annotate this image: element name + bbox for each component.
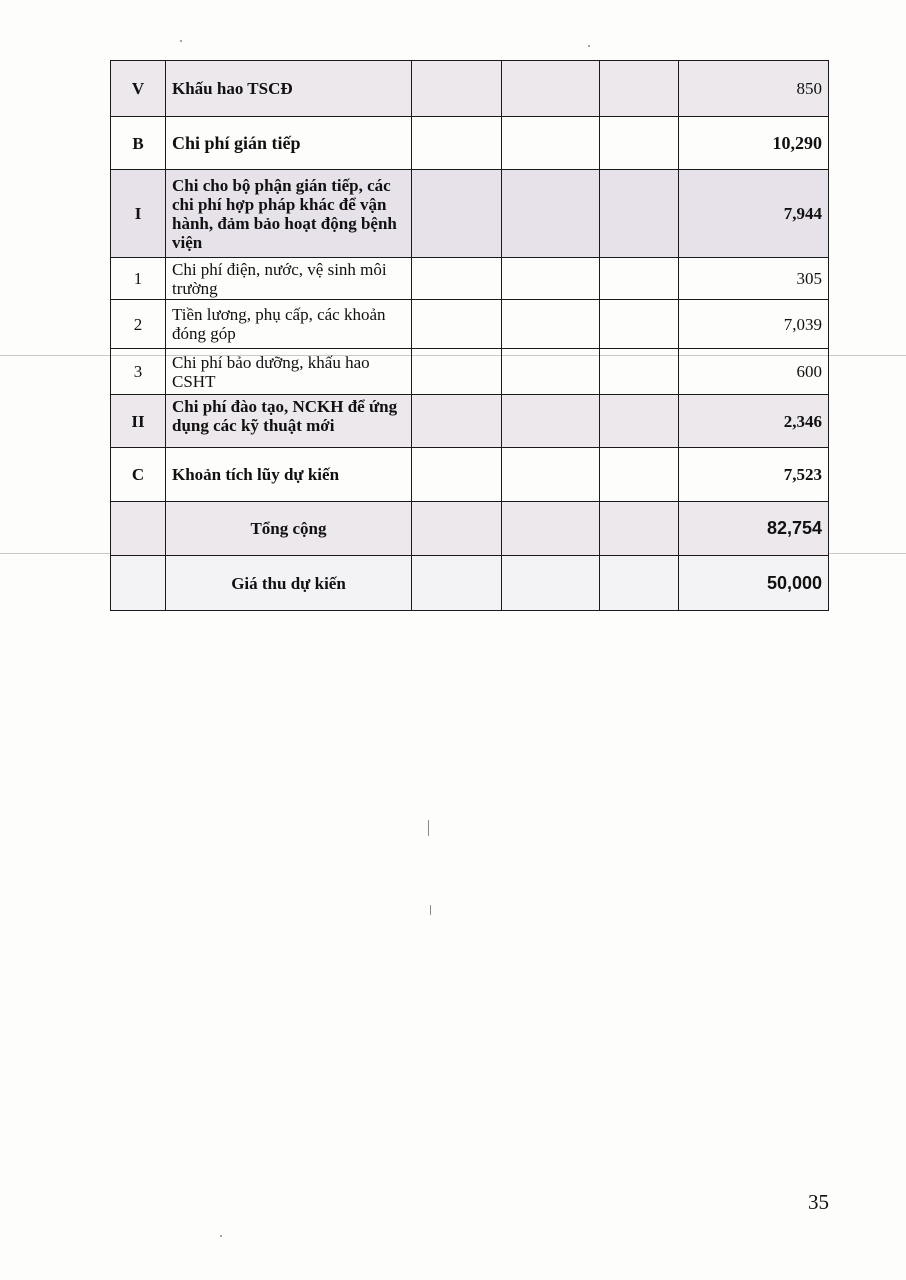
total-label: Tổng cộng — [166, 502, 412, 556]
empty-cell — [502, 258, 600, 300]
row-item: Khấu hao TSCĐ — [166, 61, 412, 117]
table-row — [111, 300, 829, 349]
empty-cell — [412, 117, 502, 170]
empty-cell — [412, 258, 502, 300]
scan-speck — [430, 905, 431, 915]
page-number: 35 — [808, 1190, 829, 1214]
table-row — [111, 170, 829, 258]
expected-revenue-label: Giá thu dự kiến — [166, 556, 412, 611]
empty-cell — [502, 61, 600, 117]
empty-cell — [412, 502, 502, 556]
row-item: Chi phí điện, nước, vệ sinh môi trường — [166, 258, 412, 300]
total-value: 82,754 — [679, 502, 829, 556]
scan-speck — [180, 40, 182, 42]
row-number: C — [111, 448, 166, 502]
empty-cell — [502, 117, 600, 170]
row-value: 600 — [679, 349, 829, 395]
table-row — [111, 349, 829, 395]
row-value: 10,290 — [679, 117, 829, 170]
row-number: B — [111, 117, 166, 170]
scan-speck — [220, 1235, 222, 1237]
row-value: 305 — [679, 258, 829, 300]
empty-cell — [502, 556, 600, 611]
row-item: Chi cho bộ phận gián tiếp, các chi phí hợp pháp khác để vận hành, đảm bảo hoạt động bệnh viện — [166, 170, 412, 258]
row-value: 2,346 — [679, 395, 829, 448]
expected-revenue-value: 50,000 — [679, 556, 829, 611]
scan-speck — [428, 820, 429, 836]
row-number — [111, 556, 166, 611]
row-item: Chi phí gián tiếp — [166, 117, 412, 170]
empty-cell — [600, 349, 679, 395]
empty-cell — [600, 502, 679, 556]
empty-cell — [412, 170, 502, 258]
empty-cell — [502, 395, 600, 448]
row-item: Tiền lương, phụ cấp, các khoản đóng góp — [166, 300, 412, 349]
table-row — [111, 258, 829, 300]
empty-cell — [600, 61, 679, 117]
row-item: Chi phí bảo dưỡng, khấu hao CSHT — [166, 349, 412, 395]
table-row — [111, 502, 829, 556]
row-number: V — [111, 61, 166, 117]
empty-cell — [412, 300, 502, 349]
row-number: II — [111, 395, 166, 448]
cost-table — [110, 60, 829, 611]
empty-cell — [600, 395, 679, 448]
row-value: 7,944 — [679, 170, 829, 258]
row-item: Chi phí đào tạo, NCKH để ứng dụng các kỹ thuật mới — [166, 395, 412, 448]
table-row — [111, 117, 829, 170]
row-item: Khoản tích lũy dự kiến — [166, 448, 412, 502]
scan-speck — [588, 45, 590, 47]
empty-cell — [502, 502, 600, 556]
row-number: 3 — [111, 349, 166, 395]
empty-cell — [502, 170, 600, 258]
row-value: 850 — [679, 61, 829, 117]
row-value: 7,039 — [679, 300, 829, 349]
table-row — [111, 61, 829, 117]
empty-cell — [600, 170, 679, 258]
empty-cell — [412, 61, 502, 117]
empty-cell — [412, 349, 502, 395]
row-value: 7,523 — [679, 448, 829, 502]
empty-cell — [412, 448, 502, 502]
empty-cell — [600, 448, 679, 502]
empty-cell — [600, 556, 679, 611]
row-number — [111, 502, 166, 556]
table-row — [111, 448, 829, 502]
table-row — [111, 556, 829, 611]
table-row — [111, 395, 829, 448]
empty-cell — [502, 448, 600, 502]
empty-cell — [600, 258, 679, 300]
empty-cell — [502, 300, 600, 349]
row-number: 1 — [111, 258, 166, 300]
empty-cell — [412, 395, 502, 448]
row-number: I — [111, 170, 166, 258]
empty-cell — [502, 349, 600, 395]
empty-cell — [412, 556, 502, 611]
row-number: 2 — [111, 300, 166, 349]
empty-cell — [600, 117, 679, 170]
empty-cell — [600, 300, 679, 349]
